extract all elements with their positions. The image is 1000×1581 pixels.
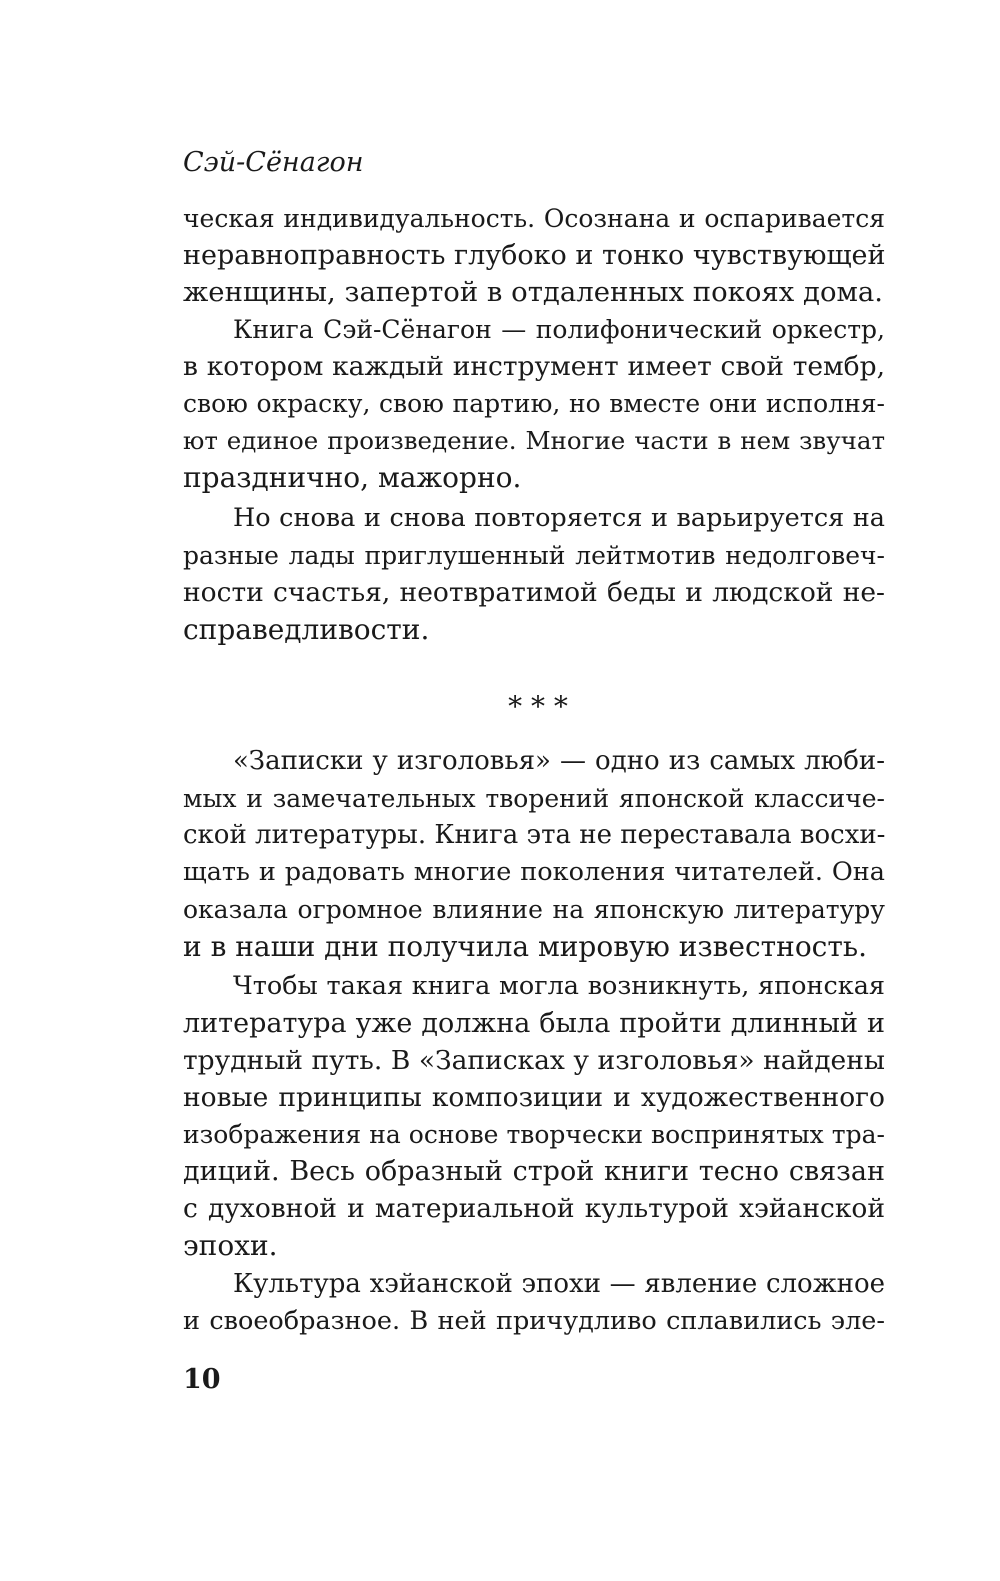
text-line: Но снова и снова повторяется и варьируется на xyxy=(233,503,885,533)
text-line: мых и замечательных творений японской классиче- xyxy=(183,784,885,813)
text-line: празднично, мажорно. xyxy=(183,461,522,494)
running-head: Сэй-Сёнагон xyxy=(183,147,364,178)
text-line: новые принципы композиции и художественного xyxy=(183,1082,885,1113)
text-line: в котором каждый инструмент имеет свой тембр, xyxy=(183,351,885,382)
text-line: и своеобразное. В ней причудливо сплавились эле- xyxy=(183,1306,885,1336)
text-line: изображения на основе творчески воспринятых тра- xyxy=(183,1120,885,1149)
text-line: справедливости. xyxy=(183,613,430,646)
page-number: 10 xyxy=(183,1364,221,1395)
text-line: диций. Весь образный строй книги тесно связан xyxy=(183,1156,885,1187)
text-line: ности счастья, неотвратимой беды и людской не- xyxy=(183,577,885,608)
text-line: эпохи. xyxy=(183,1229,278,1262)
text-line: Книга Сэй-Сёнагон — полифонический оркестр, xyxy=(233,315,885,344)
text-line: щать и радовать многие поколения читателей. Она xyxy=(183,857,885,887)
text-line: Чтобы такая книга могла возникнуть, японская xyxy=(233,971,885,1001)
text-line: с духовной и материальной культурой хэйанской xyxy=(183,1193,885,1224)
text-line: свою окраску, свою партию, но вместе они исполня- xyxy=(183,389,885,418)
text-line: ской литературы. Книга эта не переставала восхи- xyxy=(183,820,886,850)
text-line: Культура хэйанской эпохи — явление сложное xyxy=(233,1269,885,1299)
text-line: неравноправность глубоко и тонко чувствующей xyxy=(183,240,886,271)
text-line: женщины, запертой в отдаленных покоях дома. xyxy=(183,276,884,308)
section-break: * * * xyxy=(508,690,568,723)
text-line: оказала огромное влияние на японскую литературу xyxy=(183,895,885,924)
text-line: разные лады приглушенный лейтмотив недолговеч- xyxy=(183,541,885,570)
text-line: ческая индивидуальность. Осознана и оспаривается xyxy=(183,204,885,233)
text-line: литература уже должна была пройти длинный и xyxy=(183,1008,885,1039)
text-line: «Записки у изголовья» — одно из самых люби- xyxy=(233,746,885,776)
text-line: трудный путь. В «Записках у изголовья» найдены xyxy=(183,1045,885,1076)
text-line: и в наши дни получила мировую известность. xyxy=(183,930,867,963)
text-line: ют единое произведение. Многие части в нем звучат xyxy=(183,426,885,455)
